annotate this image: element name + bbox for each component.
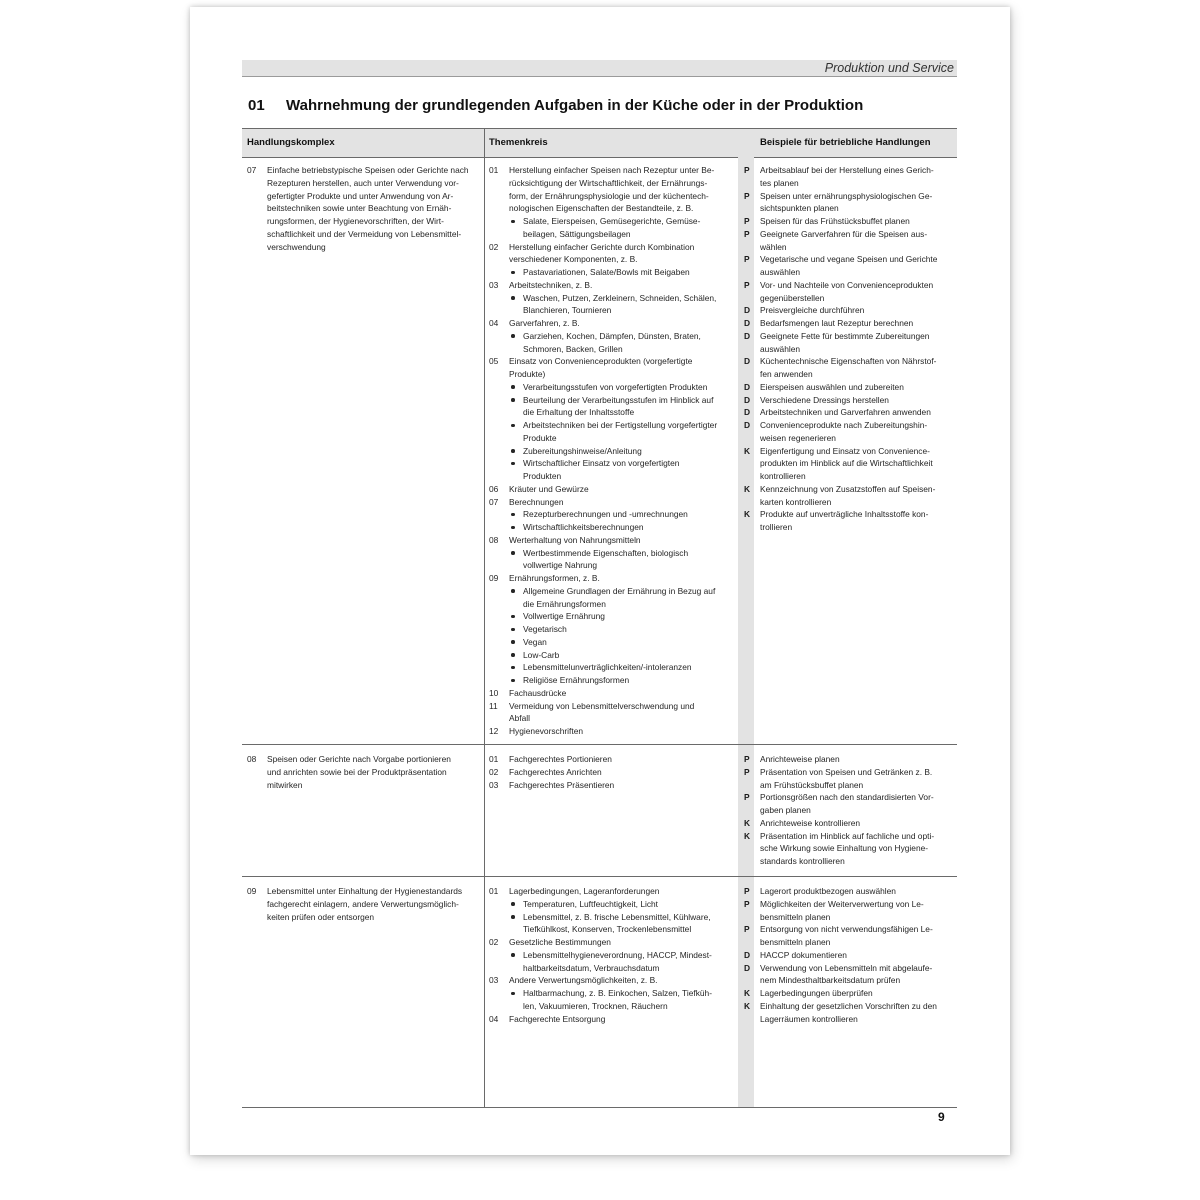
action-type-tag: K xyxy=(744,509,751,520)
action-line: Speisen für das Frühstücksbuffet planen xyxy=(760,216,910,226)
complex-line: rungsformen, der Hygienevorschriften, der Wirt- xyxy=(267,216,444,226)
topic-bullet: Vegetarisch xyxy=(489,623,717,636)
topic-number: 10 xyxy=(489,687,499,698)
action-line: Eigenfertigung und Einsatz von Convenience- xyxy=(760,445,930,456)
topic-bullet: Lebensmittel, z. B. frische Lebensmittel, Kühlware, xyxy=(489,911,712,924)
topic-bullet: Waschen, Putzen, Zerkleinern, Schneiden, Schälen, xyxy=(489,292,717,305)
action-line: sichtspunkten planen xyxy=(760,203,839,214)
row-divider xyxy=(242,876,957,877)
action-line: HACCP dokumentieren xyxy=(760,949,847,960)
action-line: Möglichkeiten der Weiterverwertung von Le- xyxy=(760,898,924,909)
topic-number: 01 xyxy=(489,754,499,764)
complex-line: verschwendung xyxy=(267,241,326,252)
section-title xyxy=(248,97,948,114)
action-type-tag: P xyxy=(744,216,750,226)
topic-number: 08 xyxy=(489,534,499,545)
action-line: produkten im Hinblick auf die Wirtschaftlichkeit xyxy=(760,458,933,469)
action-type-tag: D xyxy=(744,949,751,960)
topic-text: Herstellung einfacher Gerichte durch Kombination xyxy=(509,241,695,252)
action-line: Einhaltung der gesetzlichen Vorschriften zu den xyxy=(760,1000,937,1011)
topic-bullet: Temperaturen, Luftfeuchtigkeit, Licht xyxy=(489,898,712,911)
topic-continuation: form, der Ernährungsphysiologie und der küchentech- xyxy=(509,190,709,201)
topic-continuation: Abfall xyxy=(509,713,530,724)
topic-text: Fachgerechtes Anrichten xyxy=(509,766,602,777)
column-header-actions: Beispiele für betriebliche Handlungen xyxy=(760,137,931,148)
action-line: trollieren xyxy=(760,522,793,532)
action-line: Convenienceprodukte nach Zubereitungshin- xyxy=(760,420,928,430)
topic-number: 09 xyxy=(489,573,499,583)
complex-title-line xyxy=(247,164,469,177)
action-line: auswählen xyxy=(760,267,801,277)
action-line: kontrollieren xyxy=(760,471,806,481)
topic-item xyxy=(489,355,717,368)
topic-bullet-continuation: Blanchieren, Tournieren xyxy=(523,305,612,316)
topic-item xyxy=(489,483,717,496)
topic-number: 12 xyxy=(489,726,499,736)
topic-text: Fachgerechtes Portionieren xyxy=(509,754,612,764)
topic-text: Herstellung einfacher Speisen nach Rezeptur unter Be- xyxy=(509,165,715,175)
topic-bullet: Haltbarmachung, z. B. Einkochen, Salzen, Tiefküh- xyxy=(489,987,712,1000)
action-type-tag: P xyxy=(744,254,750,265)
topic-number: 03 xyxy=(489,975,499,986)
complex-code: 08 xyxy=(247,754,257,764)
topic-bullet: Lebensmittelhygieneverordnung, HACCP, Mindest- xyxy=(489,949,712,962)
column-header-topics: Themenkreis xyxy=(489,137,548,148)
action-type-tag: K xyxy=(744,1000,751,1011)
topic-bullet-continuation: Tiefkühlkost, Konserven, Trockenlebensmittel xyxy=(523,924,692,935)
topic-continuation: verschiedener Komponenten, z. B. xyxy=(509,254,638,265)
action-type-tag: K xyxy=(744,830,751,841)
topic-bullet-continuation: Produkten xyxy=(523,471,562,481)
topic-number: 06 xyxy=(489,483,499,494)
topic-text: Kräuter und Gewürze xyxy=(509,483,589,494)
topic-number: 03 xyxy=(489,279,499,290)
action-line: Arbeitstechniken und Garverfahren anwenden xyxy=(760,407,931,418)
topic-bullet-continuation: Schmoren, Backen, Grillen xyxy=(523,343,623,354)
action-line: Lagerbedingungen überprüfen xyxy=(760,988,873,998)
topic-item xyxy=(489,974,712,987)
action-line: sche Wirkung sowie Einhaltung von Hygiene- xyxy=(760,843,929,854)
complex-code: 09 xyxy=(247,886,257,896)
action-type-tag: P xyxy=(744,228,750,239)
complex-text: Einfache betriebstypische Speisen oder Gerichte nach xyxy=(267,165,469,175)
section-title-text: Wahrnehmung der grundlegenden Aufgaben in der Küche oder in der Produktion xyxy=(286,97,864,114)
action-line: wählen xyxy=(760,241,787,252)
action-type-tag: P xyxy=(744,886,750,896)
topic-continuation: nologischen Eigenschaften der Bestandteile, z. B. xyxy=(509,203,694,214)
topic-item xyxy=(489,885,712,898)
action-line: fen anwenden xyxy=(760,369,813,379)
topic-bullet: Low-Carb xyxy=(489,649,717,662)
topic-item xyxy=(489,1013,712,1026)
topic-number: 02 xyxy=(489,766,499,777)
topic-text: Hygienevorschriften xyxy=(509,726,584,736)
action-type-tag: K xyxy=(744,483,751,494)
action-line: Entsorgung von nicht verwendungsfähigen Le- xyxy=(760,924,933,935)
action-type-tag: D xyxy=(744,420,751,430)
complex-cell xyxy=(247,885,462,923)
topic-bullet-continuation: vollwertige Nahrung xyxy=(523,560,598,571)
topic-text: Arbeitstechniken, z. B. xyxy=(509,279,593,290)
document-page xyxy=(190,7,1010,1155)
topic-text: Berechnungen xyxy=(509,496,564,507)
topic-text: Ernährungsformen, z. B. xyxy=(509,573,600,583)
action-type-tag: P xyxy=(744,165,750,175)
action-line: Geeignete Fette für bestimmte Zubereitungen xyxy=(760,330,930,341)
topics-cell xyxy=(489,164,717,738)
action-type-tag: P xyxy=(744,924,750,935)
topic-item xyxy=(489,687,717,700)
action-type-tag: D xyxy=(744,318,751,328)
action-line: Verschiedene Dressings herstellen xyxy=(760,394,889,405)
action-type-tag: D xyxy=(744,394,751,405)
topic-continuation: rücksichtigung der Wirtschaftlichkeit, der Ernährungs- xyxy=(509,177,708,188)
topic-item xyxy=(489,317,717,330)
topic-text: Fachgerechtes Präsentieren xyxy=(509,779,615,790)
actions-cell xyxy=(760,753,934,868)
complex-text: Lebensmittel unter Einhaltung der Hygienestandards xyxy=(267,886,463,896)
topic-bullet-continuation: beilagen, Sättigungsbeilagen xyxy=(523,228,631,239)
topic-item xyxy=(489,766,614,779)
topic-bullet: Pastavariationen, Salate/Bowls mit Beigaben xyxy=(489,266,717,279)
page-number: 9 xyxy=(938,1110,945,1124)
complex-title-line xyxy=(247,885,462,898)
topic-bullet-continuation: die Erhaltung der Inhaltsstoffe xyxy=(523,407,635,418)
topic-bullet-continuation: haltbarkeitsdatum, Verbrauchsdatum xyxy=(523,962,660,973)
topic-bullet: Arbeitstechniken bei der Fertigstellung vorgefertigter xyxy=(489,419,717,432)
topic-bullet-continuation: die Ernährungsformen xyxy=(523,598,606,609)
action-type-tag: K xyxy=(744,988,751,998)
running-header: Produktion und Service xyxy=(242,60,957,77)
action-type-tag: D xyxy=(744,330,751,341)
complex-text: Speisen oder Gerichte nach Vorgabe portionieren xyxy=(267,754,451,764)
action-line: bensmitteln planen xyxy=(760,911,831,922)
topic-text: Gesetzliche Bestimmungen xyxy=(509,937,611,947)
action-line: gegenüberstellen xyxy=(760,292,825,303)
complex-cell xyxy=(247,164,469,253)
topic-text: Fachgerechte Entsorgung xyxy=(509,1013,606,1024)
action-line: Arbeitsablauf bei der Herstellung eines Gerich- xyxy=(760,165,934,175)
action-line: Produkte auf unverträgliche Inhaltsstoffe kon- xyxy=(760,509,929,520)
topic-bullet: Wertbestimmende Eigenschaften, biologisch xyxy=(489,547,717,560)
topic-text: Garverfahren, z. B. xyxy=(509,318,580,328)
complex-line: gefertigter Produkte und unter Anwendung von Ar- xyxy=(267,190,454,201)
topic-bullet-continuation: len, Vakuumieren, Trocknen, Räuchern xyxy=(523,1000,668,1011)
action-line: Küchentechnische Eigenschaften von Nährstof- xyxy=(760,356,937,367)
topic-number: 04 xyxy=(489,1013,499,1024)
action-line: Anrichteweise planen xyxy=(760,754,840,764)
action-line: tes planen xyxy=(760,177,799,188)
section-number: 01 xyxy=(248,97,265,114)
action-line: Speisen unter ernährungsphysiologischen Ge- xyxy=(760,190,933,201)
complex-line: schaftlichkeit und der Vermeidung von Lebensmittel- xyxy=(267,228,462,239)
topic-number: 05 xyxy=(489,356,499,367)
topic-text: Fachausdrücke xyxy=(509,687,567,698)
topic-number: 01 xyxy=(489,886,499,896)
action-line: nem Mindesthaltbarkeitsdatum prüfen xyxy=(760,975,901,986)
action-type-tag: D xyxy=(744,381,751,392)
action-type-tag: D xyxy=(744,407,751,418)
topic-number: 03 xyxy=(489,779,499,790)
complex-line: beitstechniken sowie unter Beachtung von Ernäh- xyxy=(267,203,452,214)
topic-bullet: Vollwertige Ernährung xyxy=(489,610,717,623)
action-type-tag: K xyxy=(744,445,751,456)
complex-line: und anrichten sowie bei der Produktpräsentation xyxy=(267,766,447,777)
topic-item xyxy=(489,753,614,766)
topic-bullet: Zubereitungshinweise/Anleitung xyxy=(489,445,717,458)
action-type-tag: P xyxy=(744,792,750,803)
action-type-tag: D xyxy=(744,962,751,973)
action-line: Portionsgrößen nach den standardisierten Vor- xyxy=(760,792,934,803)
topic-bullet: Vegan xyxy=(489,636,717,649)
topic-text: Einsatz von Convenienceprodukten (vorgefertigte xyxy=(509,356,693,367)
action-line: Vor- und Nachteile von Convenienceprodukten xyxy=(760,279,934,290)
complex-line: Rezepturen herstellen, auch unter Verwendung vor- xyxy=(267,177,459,188)
topic-item xyxy=(489,700,717,713)
action-type-tag: D xyxy=(744,305,751,316)
action-line: Kennzeichnung von Zusatzstoffen auf Speisen- xyxy=(760,483,936,494)
topic-bullet: Garziehen, Kochen, Dämpfen, Dünsten, Braten, xyxy=(489,330,717,343)
action-line: karten kontrollieren xyxy=(760,496,832,507)
topic-number: 01 xyxy=(489,165,499,175)
action-type-tag: P xyxy=(744,754,750,764)
action-type-tag: P xyxy=(744,190,750,201)
topic-number: 11 xyxy=(489,700,498,711)
topic-bullet: Rezepturberechnungen und -umrechnungen xyxy=(489,508,717,521)
topics-cell xyxy=(489,753,614,791)
topic-bullet-continuation: Produkte xyxy=(523,432,557,443)
topic-text: Vermeidung von Lebensmittelverschwendung und xyxy=(509,700,695,711)
action-line: auswählen xyxy=(760,343,801,354)
table-header xyxy=(242,128,957,158)
action-line: Lagerort produktbezogen auswählen xyxy=(760,886,896,896)
action-type-tag: K xyxy=(744,817,751,828)
action-line: Lagerräumen kontrollieren xyxy=(760,1013,858,1024)
topic-bullet: Religiöse Ernährungsformen xyxy=(489,674,717,687)
row-divider xyxy=(242,744,957,745)
action-line: Verwendung von Lebensmitteln mit abgelaufe- xyxy=(760,962,933,973)
action-line: Geeignete Garverfahren für die Speisen aus- xyxy=(760,228,928,239)
topic-item xyxy=(489,279,717,292)
action-line: Präsentation von Speisen und Getränken z. B. xyxy=(760,766,933,777)
topic-bullet: Salate, Eierspeisen, Gemüsegerichte, Gemüse- xyxy=(489,215,717,228)
action-line: standards kontrollieren xyxy=(760,856,845,866)
actions-cell xyxy=(760,885,937,1025)
action-line: gaben planen xyxy=(760,805,811,815)
topic-number: 04 xyxy=(489,318,499,328)
action-line: weisen regenerieren xyxy=(760,432,836,443)
complex-line: keiten prüfen oder entsorgen xyxy=(267,911,375,922)
topic-item xyxy=(489,241,717,254)
topic-bullet: Beurteilung der Verarbeitungsstufen im Hinblick auf xyxy=(489,394,717,407)
action-line: am Frühstücksbuffet planen xyxy=(760,779,864,790)
topic-text: Andere Verwertungsmöglichkeiten, z. B. xyxy=(509,975,658,986)
complex-line: fachgerecht einlagern, andere Verwertungsmöglich- xyxy=(267,898,459,909)
topic-bullet: Verarbeitungsstufen von vorgefertigten Produkten xyxy=(489,381,717,394)
action-line: Preisvergleiche durchführen xyxy=(760,305,865,316)
complex-title-line xyxy=(247,753,451,766)
action-line: bensmitteln planen xyxy=(760,937,831,947)
action-line: Eierspeisen auswählen und zubereiten xyxy=(760,381,904,392)
topic-item xyxy=(489,496,717,509)
topic-item xyxy=(489,779,614,792)
complex-code: 07 xyxy=(247,165,257,175)
action-type-tag: P xyxy=(744,766,750,777)
table-bottom-rule xyxy=(242,1107,957,1108)
topic-number: 02 xyxy=(489,937,499,947)
topic-item xyxy=(489,725,717,738)
topic-text: Lagerbedingungen, Lageranforderungen xyxy=(509,886,660,896)
complex-line: mitwirken xyxy=(267,779,303,790)
topic-item xyxy=(489,936,712,949)
action-type-tag: D xyxy=(744,356,751,367)
topic-item xyxy=(489,534,717,547)
topic-bullet: Lebensmittelunverträglichkeiten/-intoleranzen xyxy=(489,661,717,674)
topics-cell xyxy=(489,885,712,1025)
action-type-tag: P xyxy=(744,898,750,909)
column-divider xyxy=(484,128,485,1108)
complex-cell xyxy=(247,753,451,791)
topic-continuation: Produkte) xyxy=(509,369,546,379)
action-line: Vegetarische und vegane Speisen und Gerichte xyxy=(760,254,938,265)
column-header-complex: Handlungskomplex xyxy=(247,137,335,148)
topic-bullet: Wirtschaftlichkeitsberechnungen xyxy=(489,521,717,534)
topic-item xyxy=(489,164,717,177)
topic-number: 07 xyxy=(489,496,499,507)
topic-item xyxy=(489,572,717,585)
topic-number: 02 xyxy=(489,241,499,252)
action-line: Anrichteweise kontrollieren xyxy=(760,817,861,828)
topic-bullet: Allgemeine Grundlagen der Ernährung in Bezug auf xyxy=(489,585,717,598)
topic-bullet: Wirtschaftlicher Einsatz von vorgefertigten xyxy=(489,457,717,470)
actions-cell xyxy=(760,164,937,534)
action-line: Bedarfsmengen laut Rezeptur berechnen xyxy=(760,318,914,328)
action-line: Präsentation im Hinblick auf fachliche und opti- xyxy=(760,830,935,841)
topic-text: Werterhaltung von Nahrungsmitteln xyxy=(509,534,641,545)
action-type-tag: P xyxy=(744,279,750,290)
